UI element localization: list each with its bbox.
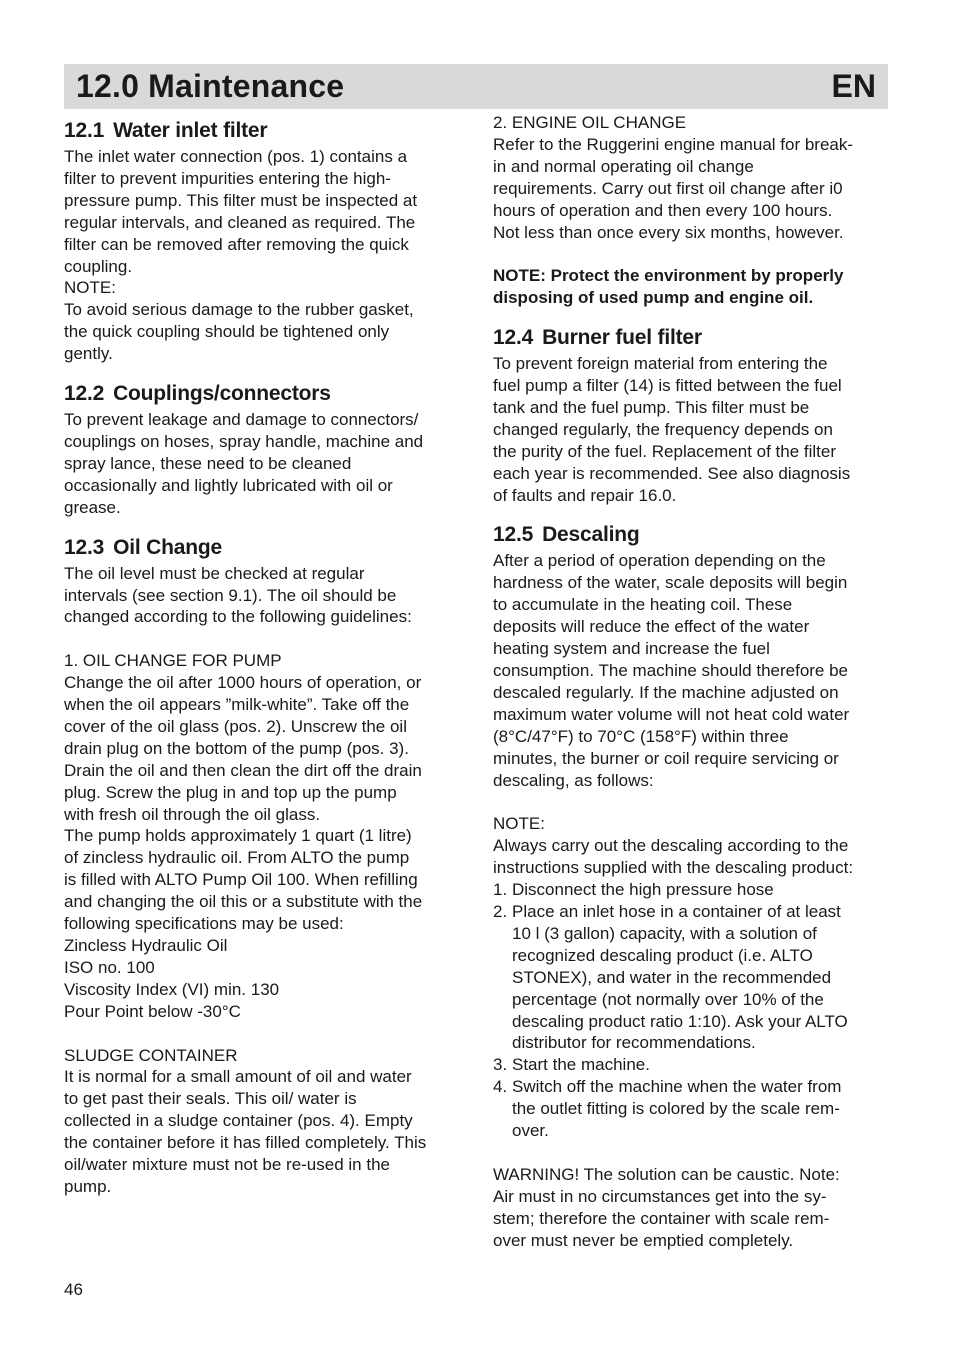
step-number: 3. — [493, 1055, 508, 1075]
page-number: 46 — [64, 1280, 83, 1299]
left-column — [64, 116, 464, 1198]
step-text: Place an inlet hose in a container of at least 10 l (3 gallon) capacity, with a solution of recognized descaling product (i.e. ALTO STONEX), and water in the recommended percentage (not normally over 10% of the descaling product ratio 1:10). Ask your ALTO distributor for recommendations. — [512, 901, 848, 1053]
heading-couplings-connectors — [64, 379, 464, 409]
engine-oil-heading: 2. ENGINE OIL CHANGE — [493, 113, 687, 132]
section-title: Burner fuel filter — [542, 326, 702, 350]
list-item — [493, 879, 893, 901]
couplings-text: To prevent leakage and damage to connectors/ couplings on hoses, spray handle, machine and spray lance, these need to be cleaned occasionally and lightly lubricated with oil or grease. — [64, 410, 424, 517]
section-number: 12.1 — [64, 119, 105, 142]
oil-change-intro: The oil level must be checked at regular intervals (see section 9.1). The oil should be changed according to the following guidelines: — [64, 563, 412, 627]
section-number: 12.5 — [493, 523, 534, 547]
step-text: Disconnect the high pressure hose — [512, 880, 774, 900]
list-item — [493, 1054, 893, 1076]
step-text: Start the machine. — [512, 1055, 650, 1075]
descaling-note-label: NOTE: — [493, 814, 545, 834]
section-header — [64, 64, 888, 109]
step-number: 4. — [493, 1077, 508, 1097]
section-title: Water inlet filter — [113, 119, 268, 142]
descaling-note-text: Always carry out the descaling according to the instructions supplied with the descaling product: — [493, 836, 854, 878]
pump-oil-text: Change the oil after 1000 hours of operation, or when the oil appears ”milk-white”. Take off the cover of the oil glass (pos. 2). Unscrew the oil drain plug on the bottom of the pump (pos. 3). Drain the oil and then clean the dirt off the drain plug. Screw the plug in and top up the pump with fresh oil through the oil glass. The pump holds approximately 1 quart (1 litre) of zincless hydraulic oil. From ALTO the pump is filled with ALTO Pump Oil 100. When refilling and changing the oil this or a substitute with the following specifications may be used: Zincless Hydraulic Oil ISO no. 100 Viscosity Index (VI) min. 130 Pour Point below -30°C — [64, 673, 423, 1021]
water-inlet-filter-text: The inlet water connection (pos. 1) contains a filter to prevent impurities entering the high- pressure pump. This filter must be inspected at regular intervals, and cleaned as required. The filter can be removed after removing the quick coupling. NOTE: To avoid serious damage to the rubber gasket, the quick coupling should be tightened only gently. — [64, 147, 418, 364]
section-title: Oil Change — [113, 535, 222, 559]
heading-descaling — [493, 520, 893, 550]
step-number: 1. — [493, 880, 508, 900]
pump-oil-heading: 1. OIL CHANGE FOR PUMP — [64, 651, 282, 671]
heading-oil-change — [64, 533, 464, 563]
heading-water-inlet-filter — [64, 116, 464, 146]
right-column — [493, 113, 893, 1251]
engine-oil-text: Refer to the Ruggerini engine manual for break- in and normal operating oil change requirements. Carry out first oil change after i0 hours of operation and then every 100 hours. Not less than once every six months, however. — [493, 134, 854, 242]
descaling-steps — [493, 879, 893, 1142]
section-title: Couplings/connectors — [113, 382, 331, 406]
section-number: 12.2 — [64, 382, 105, 406]
section-number: 12.4 — [493, 326, 534, 350]
language-code: EN — [831, 68, 876, 104]
burner-fuel-filter-text: To prevent foreign material from entering the fuel pump a filter (14) is fitted between the fuel tank and the fuel pump. This filter must be changed regularly, the frequency depends on the purity of the fuel. Replacement of the filter each year is recommended. See also diagnosis of faults and repair 16.0. — [493, 354, 851, 505]
descaling-text: After a period of operation depending on the hardness of the water, scale deposits will begin to accumulate in the heating coil. These deposits will reduce the effect of the water heating system and increase the fuel consumption. The machine should therefore be descaled regularly. If the machine adjusted on maximum water volume will not heat cold water (8°C/47°F) to 70°C (158°F) within three minutes, the burner or coil require servicing or descaling, as follows: — [493, 551, 850, 790]
caustic-warning: WARNING! The solution can be caustic. Note: Air must in no circumstances get into the sy- stem; therefore the container with scale rem- over must never be emptied completely. — [493, 1164, 840, 1250]
step-text: Switch off the machine when the water from the outlet fitting is colored by the scale rem- over. — [512, 1077, 842, 1141]
sludge-container-text: It is normal for a small amount of oil and water to get past their seals. This oil/ water is collected in a sludge container (pos. 4). Empty the container before it has filled completely. This oil/water mixture must not be re-used in the pump. — [64, 1067, 427, 1196]
list-item — [493, 901, 893, 1054]
heading-burner-fuel-filter — [493, 323, 893, 353]
environment-note: NOTE: Protect the environment by properly disposing of used pump and engine oil. — [493, 266, 844, 308]
step-number: 2. — [493, 901, 508, 921]
section-title: Descaling — [542, 523, 640, 547]
page-title: 12.0 Maintenance — [76, 68, 345, 104]
list-item — [493, 1076, 893, 1142]
sludge-container-heading: SLUDGE CONTAINER — [64, 1045, 238, 1065]
section-number: 12.3 — [64, 535, 105, 559]
